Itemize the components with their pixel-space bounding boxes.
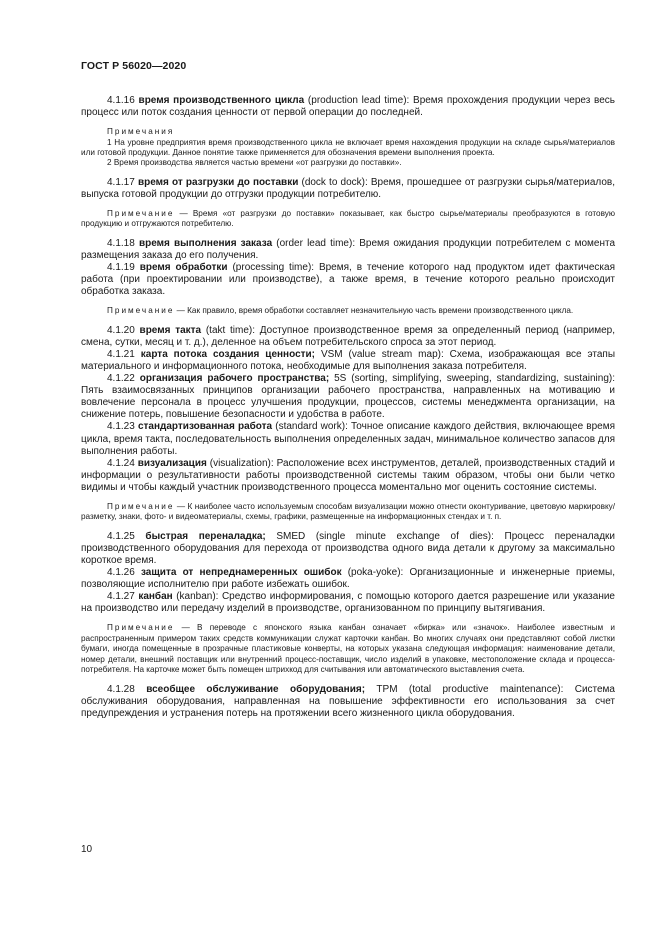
page-number: 10 bbox=[81, 844, 93, 855]
entry-4-1-17: 4.1.17 время от разгрузки до поставки (dock to dock): Время, прошедшее от разгрузки сырья/материалов, выпуска готовой продукции до отгрузки продукции потребителю. bbox=[81, 176, 615, 200]
note-4-1-24: Примечание — К наиболее часто используемым способам визуализации можно отнести оконтуривание, цветовую маркировку/разметку, знаки, фото- и видеоматериалы, схемы, графики, размещенные на информационных стендах и т. п. bbox=[81, 502, 615, 522]
entry-4-1-23: 4.1.23 стандартизованная работа (standard work): Точное описание каждого действия, включающее время цикла, время такта, последовательность выполнения определенных задач, минимальное количество запасов для выполнения работы. bbox=[81, 421, 615, 457]
entry-4-1-27: 4.1.27 канбан (kanban): Средство информирования, с помощью которого дается разрешение или указание на производство или передачу изделий в производстве, организованном по принципу вытягивания. bbox=[81, 591, 615, 615]
document-body bbox=[81, 95, 615, 720]
entry-4-1-19: 4.1.19 время обработки (processing time): Время, в течение которого над продуктом идет фактическая работа (при проектировании или производстве), а также время, в течение которого реально происходит обработка заказа. bbox=[81, 262, 615, 298]
entry-4-1-16: 4.1.16 время производственного цикла (production lead time): Время прохождения продукции через весь процесс или поток создания ценности от первой операции до последней. bbox=[81, 95, 616, 119]
entry-4-1-20: 4.1.20 время такта (takt time): Доступное производственное время за определенный период (например, смена, сутки, месяц и т. д.), деленное на объем потребительского спроса за этот период. bbox=[81, 324, 615, 348]
entry-4-1-24: 4.1.24 визуализация (visualization): Расположение всех инструментов, деталей, производственных стадий и информации о результативности работы производственной системы таким образом, чтобы они были четко видимы и чтобы каждый участник производственного процесса моментально мог оценить состояние системы. bbox=[81, 457, 615, 493]
note-heading: Примечания bbox=[107, 127, 175, 137]
entry-4-1-22: 4.1.22 организация рабочего пространства; 5S (sorting, simplifying, sweeping, standardizing, sustaining): Пять взаимосвязанных принципов организации рабочего пространства, направленных на мотивацию и вовлечение персонала в процесс улучшения продукции, процессов, системы менеджмента организации, на снижение потерь, повышение безопасности и удобства в работе. bbox=[81, 373, 615, 421]
note-4-1-16-1: 1 На уровне предприятия время производственного цикла не включает время нахождения продукции на складе сырья/материалов или готовой продукции. Данное понятие также применяется для обозначения времени выполнения проекта. bbox=[81, 137, 615, 157]
note-4-1-19: Примечание — Как правило, время обработки составляет незначительную часть времени производственного цикла. bbox=[107, 306, 574, 316]
note-4-1-27: Примечание — В переводе с японского языка канбан означает «бирка» или «значок». Наиболее известным и распространенным примером таких средств коммуникации служат карточки канбан. Во многих случаях они представляют собой листки бумаги, иногда помещенные в прозрачные пластиковые конверты, на которых указана следующая информация: наименование детали, номер детали, внешний поставщик или внутренний процесс-поставщик, число изделий в упаковке, местоположение склада и процесса-потребителя. На карточке может быть помещен штрихкод для считывания или автоматического выставления счета. bbox=[81, 623, 615, 675]
document-header: ГОСТ Р 56020—2020 bbox=[81, 60, 187, 72]
entry-4-1-26: 4.1.26 защита от непреднамеренных ошибок (poka-yoke): Организационные и инженерные приемы, позволяющие исполнителю при работе избежать ошибок. bbox=[81, 567, 615, 591]
entry-4-1-28: 4.1.28 всеобщее обслуживание оборудования; TPM (total productive maintenance): Система обслуживания оборудования, направленная на повышение эффективности его использования за счет предупреждения и устранения потерь на протяжении всего жизненного цикла оборудования. bbox=[81, 683, 615, 719]
entry-4-1-21: 4.1.21 карта потока создания ценности; VSM (value stream map): Схема, изображающая все этапы материального и информационного потока, необходимые для выполнения заказа потребителя. bbox=[81, 348, 616, 372]
note-4-1-16-2: 2 Время производства является частью времени «от разгрузки до поставки». bbox=[107, 158, 402, 168]
note-4-1-17: Примечание — Время «от разгрузки до поставки» показывает, как быстро сырье/материалы преобразуются в готовую продукцию и отгружаются потребителю. bbox=[81, 209, 615, 229]
entry-4-1-25: 4.1.25 быстрая переналадка; SMED (single minute exchange of dies): Процесс переналадки производственного оборудования для перехода от производства одного вида детали к другому за максимально короткое время. bbox=[81, 530, 615, 566]
entry-4-1-18: 4.1.18 время выполнения заказа (order lead time): Время ожидания продукции потребителем с момента размещения заказа до его получения. bbox=[81, 237, 616, 261]
